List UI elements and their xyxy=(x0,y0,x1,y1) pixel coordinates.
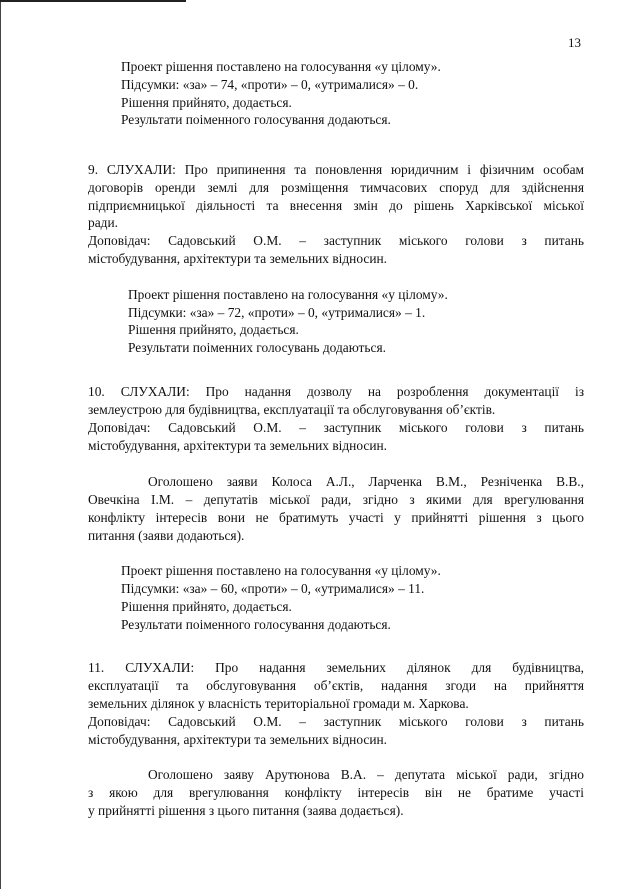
item-text-line: підприємницької діяльності та внесення змін до рішень Харківської міської xyxy=(88,198,584,213)
item-heading-line: 11. СЛУХАЛИ: Про надання земельних ділянок для будівництва, xyxy=(88,660,584,675)
speaker-line: Доповідач: Садовський О.М. – заступник міського голови з питань xyxy=(88,714,584,729)
scan-left-edge xyxy=(0,0,1,889)
statement-line: Овечкіна І.М. – депутатів міської ради, згідно з якими для врегулювання xyxy=(88,492,584,507)
header-rule xyxy=(0,0,186,2)
statement-line: у прийнятті рішення з цього питання (заява додається). xyxy=(88,803,404,818)
item-text-line: ради. xyxy=(88,215,118,230)
vote-line: Підсумки: «за» – 74, «проти» – 0, «утрималися» – 0. xyxy=(121,77,419,92)
speaker-line: містобудування, архітектури та земельних відносин. xyxy=(88,251,387,266)
speaker-line: містобудування, архітектури та земельних відносин. xyxy=(88,732,387,747)
item-heading-line: 10. СЛУХАЛИ: Про надання дозволу на розроблення документації із xyxy=(88,384,584,399)
speaker-line: Доповідач: Садовський О.М. – заступник міського голови з питань xyxy=(88,233,584,248)
vote-line: Рішення прийнято, додається. xyxy=(121,599,292,614)
vote-line: Проект рішення поставлено на голосування «у цілому». xyxy=(121,563,441,578)
speaker-line: Доповідач: Садовський О.М. – заступник міського голови з питань xyxy=(88,420,584,435)
page-number: 13 xyxy=(568,35,581,50)
statement-line: Оголошено заяву Арутюнова В.А. – депутата міської ради, згідно xyxy=(148,767,584,782)
item-text-line: експлуатації та обслуговування об’єктів, надання згоди на прийняття xyxy=(88,678,584,693)
vote-line: Результати поіменних голосувань додаються. xyxy=(128,340,386,355)
vote-line: Рішення прийнято, додається. xyxy=(121,95,292,110)
item-text-line: землеустрою для будівництва, експлуатації та обслуговування об’єктів. xyxy=(88,402,496,417)
statement-line: питання (заяви додаються). xyxy=(88,528,245,543)
statement-line: Оголошено заяви Колоса А.Л., Ларченка В.М., Резніченка В.В., xyxy=(148,474,584,489)
vote-line: Результати поіменного голосування додаються. xyxy=(121,112,391,127)
vote-line: Проект рішення поставлено на голосування «у цілому». xyxy=(121,59,441,74)
statement-line: з якою для врегулювання конфлікту інтересів він не братиме участі xyxy=(88,785,584,800)
vote-line: Підсумки: «за» – 60, «проти» – 0, «утрималися» – 11. xyxy=(121,581,425,596)
vote-line: Проект рішення поставлено на голосування «у цілому». xyxy=(128,287,448,302)
vote-line: Підсумки: «за» – 72, «проти» – 0, «утрималися» – 1. xyxy=(128,305,426,320)
vote-line: Рішення прийнято, додається. xyxy=(128,322,299,337)
statement-line: конфлікту інтересів вони не братимуть участі у прийнятті рішення з цього xyxy=(88,510,584,525)
item-text-line: земельних ділянок у власність територіальної громади м. Харкова. xyxy=(88,696,469,711)
item-heading-line: 9. СЛУХАЛИ: Про припинення та поновлення юридичним і фізичним особам xyxy=(88,162,584,177)
speaker-line: містобудування, архітектури та земельних відносин. xyxy=(88,438,387,453)
item-text-line: договорів оренди землі для розміщення тимчасових споруд для здійснення xyxy=(88,180,584,195)
vote-line: Результати поіменного голосування додаються. xyxy=(121,617,391,632)
